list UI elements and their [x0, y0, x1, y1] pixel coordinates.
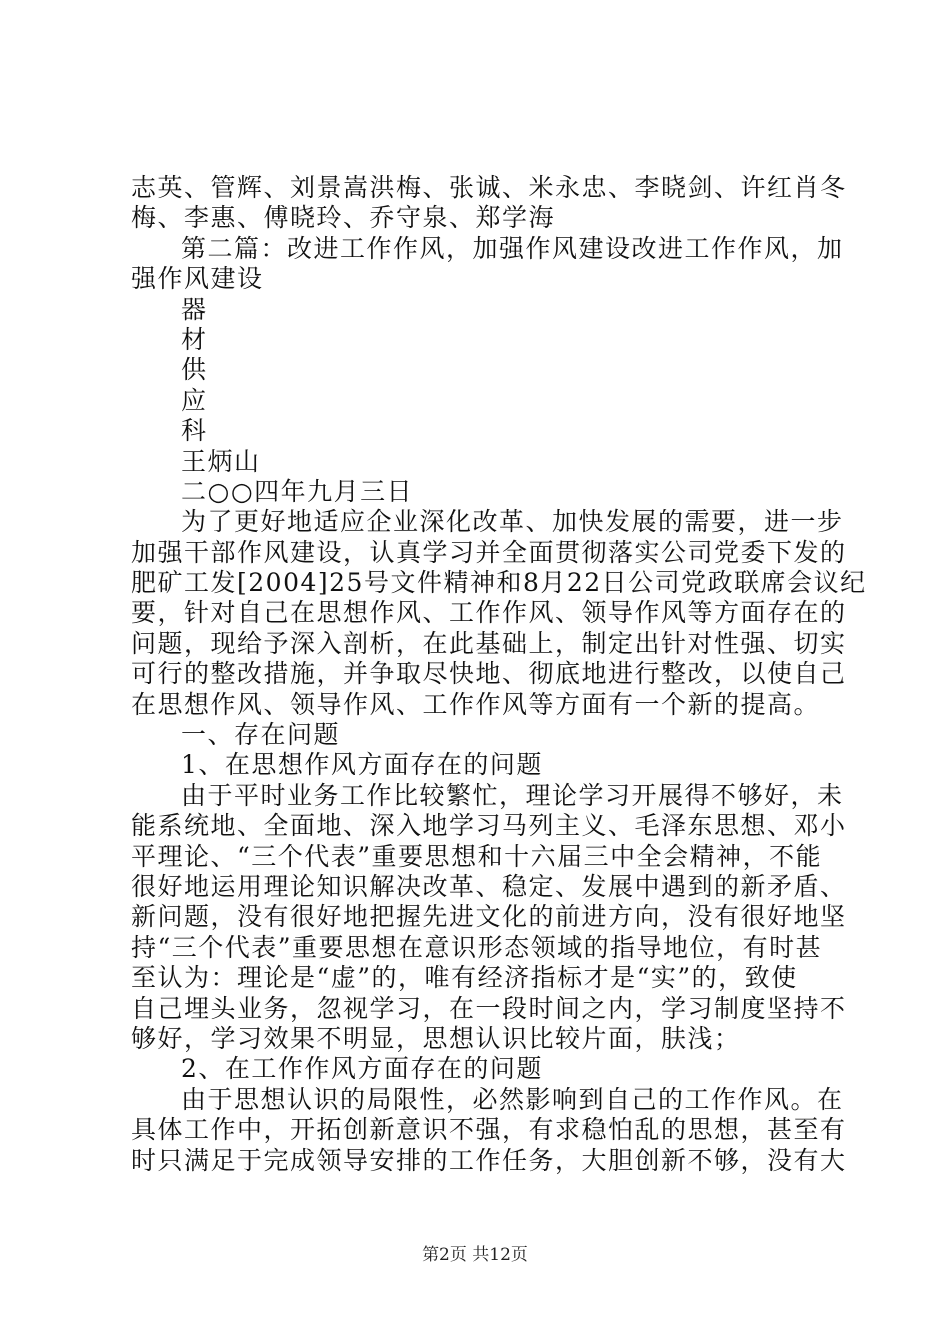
paragraph-line: 要，针对自己在思想作风、工作作风、领导作风等方面存在的 — [131, 598, 847, 628]
author-name: 王炳山 — [181, 446, 261, 476]
page-footer — [0, 1240, 950, 1265]
section-heading-cont: 强作风建设 — [131, 264, 264, 294]
paragraph-line: 由于平时业务工作比较繁忙，理论学习开展得不够好，未 — [181, 780, 844, 810]
paragraph-line: 新问题，没有很好地把握先进文化的前进方向，没有很好地坚 — [131, 902, 847, 932]
paragraph-line: 具体工作中，开拓创新意识不强，有求稳怕乱的思想，甚至有 — [131, 1115, 847, 1145]
subheading: 1、在思想作风方面存在的问题 — [181, 750, 543, 780]
dept-char: 应 — [181, 385, 208, 415]
paragraph-line: 为了更好地适应企业深化改革、加快发展的需要，进一步 — [181, 507, 844, 537]
paragraph-line: 加强干部作风建设，认真学习并全面贯彻落实公司党委下发的 — [131, 537, 847, 567]
paragraph-line: 很好地运用理论知识解决改革、稳定、发展中遇到的新矛盾、 — [131, 871, 847, 901]
paragraph-line: 平理论、“三个代表”重要思想和十六届三中全会精神，不能 — [131, 841, 823, 871]
paragraph-line: 由于思想认识的局限性，必然影响到自己的工作作风。在 — [181, 1084, 844, 1114]
paragraph-line: 自己埋头业务，忽视学习，在一段时间之内，学习制度坚持不 — [131, 993, 847, 1023]
text-line: 志英、管辉、刘景嵩洪梅、张诚、米永忠、李晓剑、许红肖冬 — [131, 173, 847, 202]
paragraph-line: 至认为：理论是“虚”的，唯有经济指标才是“实”的，致使 — [131, 963, 798, 993]
dept-char: 材 — [181, 324, 208, 354]
text-line: 梅、李惠、傅晓玲、乔守泉、郑学海 — [131, 203, 556, 233]
paragraph-line: 持“三个代表”重要思想在意识形态领域的指导地位，有时甚 — [131, 932, 823, 962]
subheading: 一、存在问题 — [181, 720, 341, 750]
paragraph-line: 可行的整改措施，并争取尽快地、彻底地进行整改，以使自己 — [131, 659, 847, 689]
paragraph-line: 够好，学习效果不明显，思想认识比较片面，肤浅； — [131, 1023, 741, 1053]
dept-char: 器 — [181, 294, 208, 324]
paragraph-line: 能系统地、全面地、深入地学习马列主义、毛泽东思想、邓小 — [131, 811, 847, 841]
document-body — [131, 173, 867, 1176]
paragraph-line: 在思想作风、领导作风、工作作风等方面有一个新的提高。 — [131, 689, 821, 719]
page-number-label: 第2页 共12页 — [422, 1245, 528, 1265]
paragraph-line: 问题，现给予深入剖析，在此基础上，制定出针对性强、切实 — [131, 628, 847, 658]
subheading: 2、在工作作风方面存在的问题 — [181, 1054, 543, 1084]
section-heading: 第二篇：改进工作作风，加强作风建设改进工作作风，加 — [181, 233, 844, 263]
dept-char: 供 — [181, 355, 208, 385]
document-date: 二○○四年九月三日 — [181, 476, 414, 506]
paragraph-line: 时只满足于完成领导安排的工作任务，大胆创新不够，没有大 — [131, 1145, 847, 1175]
dept-char: 科 — [181, 416, 208, 446]
paragraph-line: 肥矿工发[2004]25号文件精神和8月22日公司党政联席会议纪 — [131, 568, 867, 598]
